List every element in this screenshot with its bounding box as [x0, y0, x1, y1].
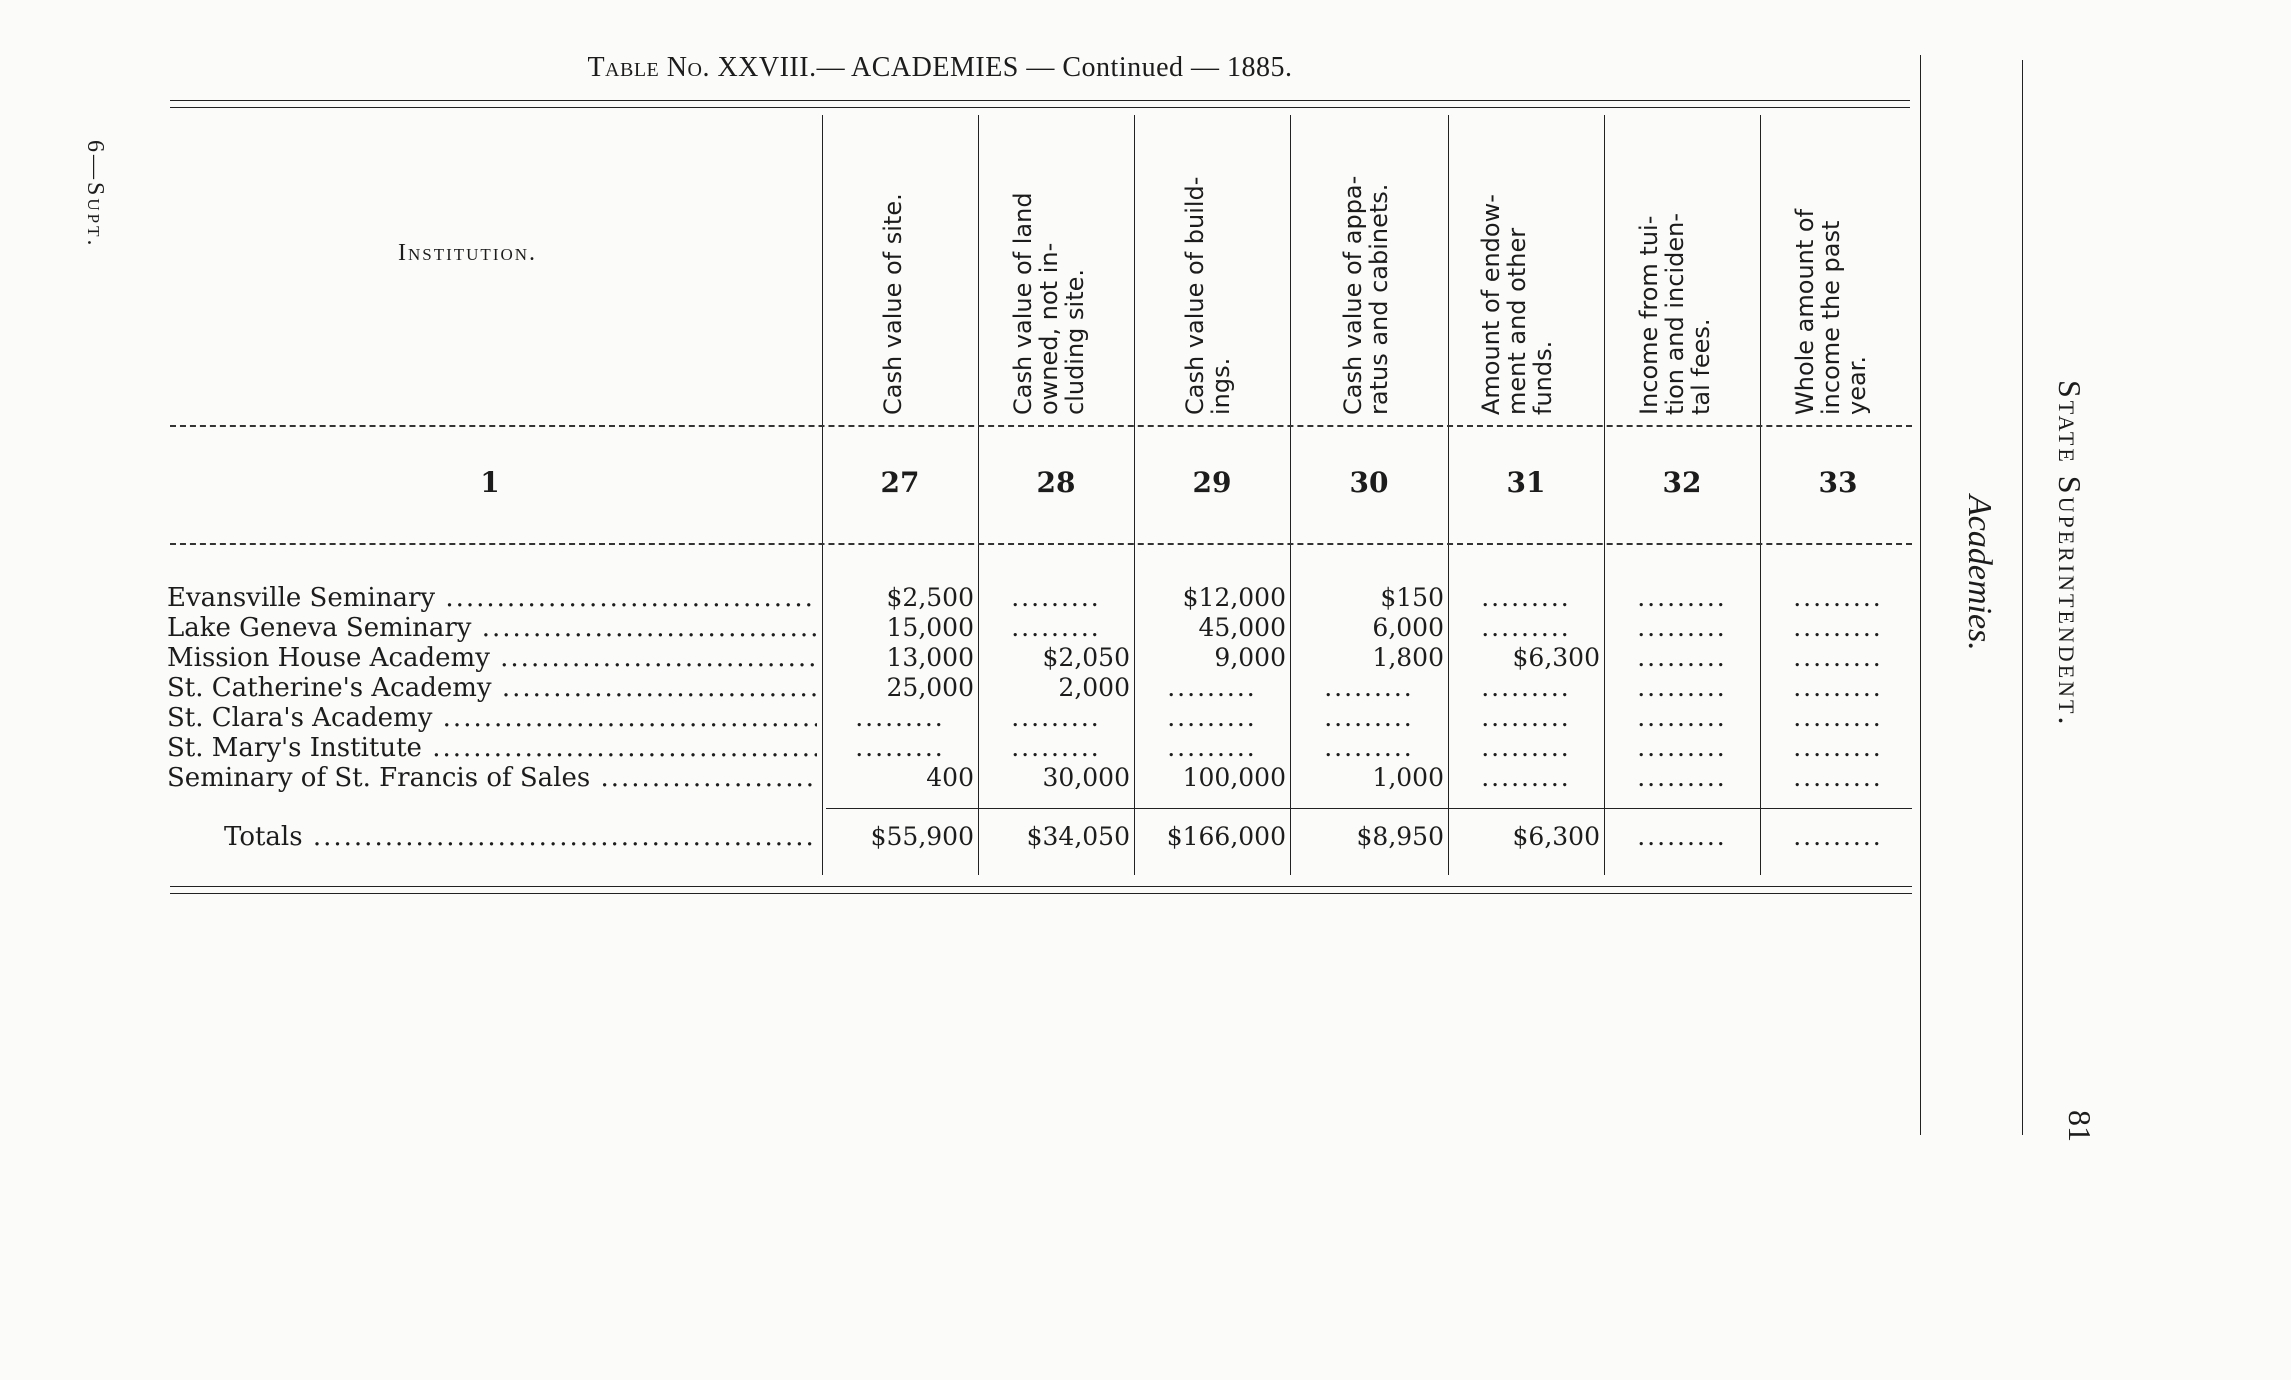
cell-c32: .........	[1637, 583, 1727, 612]
col-num-27: 27	[880, 466, 920, 499]
number-rule	[170, 543, 1912, 545]
cell-c31: .........	[1481, 703, 1571, 732]
bottom-rule-2	[170, 893, 1912, 894]
total-c30: $8,950	[1356, 822, 1444, 851]
cell-c33: .........	[1793, 673, 1883, 702]
table-row-name: Mission House Academy .....	[167, 643, 817, 673]
cell-c33: .........	[1793, 583, 1883, 612]
cell-c30: $150	[1380, 583, 1444, 612]
cell-c31: .........	[1481, 613, 1571, 642]
cell-c32: .........	[1637, 673, 1727, 702]
cell-c29: 9,000	[1214, 643, 1286, 672]
cell-c29: 45,000	[1198, 613, 1286, 642]
total-c32: .........	[1637, 822, 1727, 851]
cell-c30: .........	[1324, 703, 1414, 732]
cell-c29: .........	[1167, 733, 1257, 762]
table-row-name: St. Clara's Academy .....	[167, 703, 817, 733]
cell-c31: $6,300	[1512, 643, 1600, 672]
cell-c30: .........	[1324, 733, 1414, 762]
cell-c27: $2,500	[886, 583, 974, 612]
col-header-33: Whole amount of income the past year.	[1791, 208, 1871, 415]
col-num-32: 32	[1662, 466, 1702, 499]
page-number: 81	[2062, 1110, 2098, 1142]
cell-c29: $12,000	[1182, 583, 1286, 612]
total-c27: $55,900	[870, 822, 974, 851]
cell-c30: 6,000	[1372, 613, 1444, 642]
cell-c29: .........	[1167, 673, 1257, 702]
header-rule	[170, 425, 1912, 427]
cell-c32: .........	[1637, 613, 1727, 642]
total-c29: $166,000	[1166, 822, 1286, 851]
totals-label: Totals .....	[224, 822, 817, 852]
top-rule-1	[170, 100, 1910, 101]
col-header-28: Cash value of land owned, not in- cluding site.	[1009, 192, 1089, 415]
bottom-rule-1	[170, 886, 1912, 887]
cell-c33: .........	[1793, 733, 1883, 762]
cell-c30: 1,800	[1372, 643, 1444, 672]
page-signature: 6—Supt.	[82, 140, 108, 249]
table-row-name: Seminary of St. Francis of Sales .....	[167, 763, 817, 793]
cell-c31: .........	[1481, 673, 1571, 702]
table-row-name: St. Catherine's Academy .....	[167, 673, 817, 703]
cell-c28: $2,050	[1042, 643, 1130, 672]
cell-c27: .........	[855, 733, 945, 762]
cell-c27: 400	[926, 763, 974, 792]
cell-c28: .........	[1011, 703, 1101, 732]
cell-c32: .........	[1637, 763, 1727, 792]
total-c28: $34,050	[1026, 822, 1130, 851]
cell-c30: 1,000	[1372, 763, 1444, 792]
cell-c28: 30,000	[1042, 763, 1130, 792]
col-header-27: Cash value of site.	[879, 193, 907, 415]
col-header-32: Income from tui- tion and inciden- tal fees.	[1635, 213, 1715, 415]
col-num-1: 1	[480, 466, 500, 499]
cell-c27: 25,000	[886, 673, 974, 702]
running-header: State Superintendent.	[2052, 380, 2088, 728]
table-title-prefix: Table No.	[587, 52, 710, 83]
cell-c31: .........	[1481, 583, 1571, 612]
table-title	[100, 52, 1780, 84]
col-header-31: Amount of endow- ment and other funds.	[1477, 194, 1557, 415]
top-rule-2	[170, 107, 1910, 108]
cell-c33: .........	[1793, 763, 1883, 792]
cell-c28: .........	[1011, 583, 1101, 612]
cell-c32: .........	[1637, 703, 1727, 732]
cell-c27: 13,000	[886, 643, 974, 672]
cell-c29: 100,000	[1182, 763, 1286, 792]
section-header: Academies.	[1961, 495, 1998, 651]
col-num-28: 28	[1036, 466, 1076, 499]
total-c33: .........	[1793, 822, 1883, 851]
table-row-name: Lake Geneva Seminary .....	[167, 613, 817, 643]
cell-c28: .........	[1011, 613, 1101, 642]
col-num-33: 33	[1818, 466, 1858, 499]
total-c31: $6,300	[1512, 822, 1600, 851]
col-num-31: 31	[1506, 466, 1546, 499]
cell-c27: .........	[855, 703, 945, 732]
col-num-29: 29	[1192, 466, 1232, 499]
table-title-text: XXVIII.— ACADEMIES — Continued — 1885.	[709, 52, 1293, 83]
cell-c33: .........	[1793, 643, 1883, 672]
cell-c31: .........	[1481, 763, 1571, 792]
col-header-29: Cash value of build- ings.	[1181, 176, 1235, 415]
cell-c32: .........	[1637, 643, 1727, 672]
institution-header: Institution.	[398, 240, 538, 266]
cell-c29: .........	[1167, 703, 1257, 732]
cell-c28: .........	[1011, 733, 1101, 762]
col-header-30: Cash value of appa- ratus and cabinets.	[1339, 175, 1393, 415]
cell-c28: 2,000	[1058, 673, 1130, 702]
col-num-30: 30	[1349, 466, 1389, 499]
cell-c33: .........	[1793, 613, 1883, 642]
totals-rule	[826, 808, 1912, 809]
cell-c27: 15,000	[886, 613, 974, 642]
table-row-name: St. Mary's Institute .....	[167, 733, 817, 763]
cell-c31: .........	[1481, 733, 1571, 762]
cell-c32: .........	[1637, 733, 1727, 762]
cell-c33: .........	[1793, 703, 1883, 732]
cell-c30: .........	[1324, 673, 1414, 702]
table-row-name: Evansville Seminary .....	[167, 583, 817, 613]
